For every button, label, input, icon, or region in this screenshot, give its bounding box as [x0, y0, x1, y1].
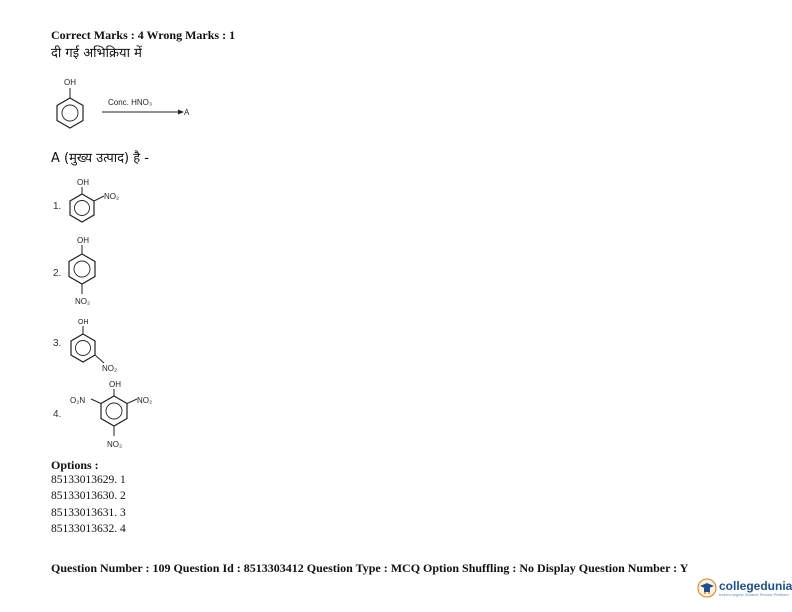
product-label: A	[184, 108, 190, 117]
reaction-scheme	[40, 72, 240, 142]
choice-number-3: 3.	[53, 338, 62, 349]
no2-label: NO₂	[75, 297, 91, 306]
question-meta-footer: Question Number : 109 Question Id : 8513303412 Question Type : MCQ Option Shuffling : No Display Question Number : Y	[51, 561, 689, 575]
logo-tagline: India's largest Student Review Platform	[719, 591, 789, 597]
reactant-oh-label: OH	[64, 78, 76, 87]
choice-number-4: 4.	[53, 409, 62, 420]
oh-label: OH	[77, 236, 89, 245]
options-heading: Options :	[51, 458, 99, 472]
collegedunia-logo	[697, 578, 792, 598]
graduation-cap-icon	[697, 578, 717, 598]
oh-label: OH	[77, 178, 89, 187]
oh-label: OH	[78, 319, 89, 326]
structure-choice-4	[60, 374, 170, 458]
question-text: दी गई अभिक्रिया में	[51, 46, 142, 61]
option-line-3: 85133013631. 3	[51, 507, 126, 519]
choice-number-2: 2.	[53, 268, 62, 279]
no2-label: NO₂	[104, 192, 120, 201]
no2-label: NO₂	[137, 396, 153, 405]
reagent-label: Conc. HNO₃	[108, 98, 153, 107]
structure-choice-3	[60, 312, 140, 378]
logo-brand: collegedunia	[719, 578, 792, 593]
oh-label: OH	[109, 380, 121, 389]
no2-label: NO₂	[102, 364, 118, 373]
benzene-ring-reactant	[57, 98, 83, 128]
structure-choice-1	[60, 172, 140, 238]
option-line-4: 85133013632. 4	[51, 523, 126, 535]
no2-label: NO₂	[107, 440, 123, 449]
option-line-2: 85133013630. 2	[51, 490, 126, 502]
prompt-text: A (मुख्य उत्पाद) है -	[51, 151, 149, 166]
structure-choice-2	[60, 230, 140, 314]
o2n-label: O₂N	[70, 396, 86, 405]
marks-line: Correct Marks : 4 Wrong Marks : 1	[51, 28, 236, 42]
choice-number-1: 1.	[53, 201, 62, 212]
option-line-1: 85133013629. 1	[51, 474, 126, 486]
